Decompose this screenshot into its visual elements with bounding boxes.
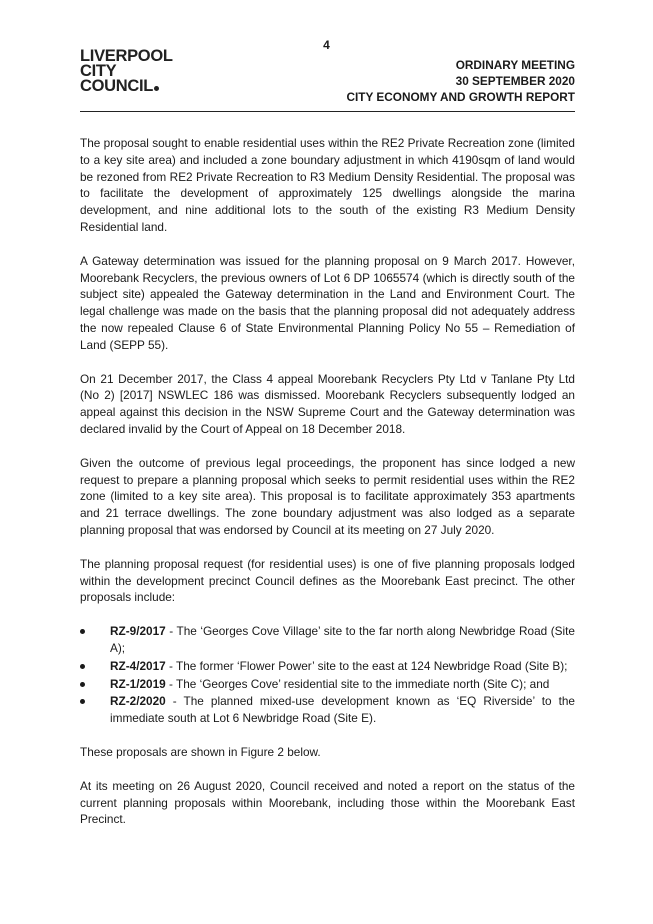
report-header <box>346 58 575 106</box>
meeting-date: 30 SEPTEMBER 2020 <box>455 73 575 88</box>
list-item <box>80 693 575 727</box>
document-body <box>80 135 575 845</box>
paragraph-4: Given the outcome of previous legal proceedings, the proponent has since lodged a new request to prepare a planning proposal which seeks to permit residential uses within the RE2 zone (limited to a key site area). This proposal is to facilitate approximately 353 apartments and 21 terrace dwellings. The zone boundary adjustment was also lodged as a separate planning proposal that was endorsed by Council at its meeting on 27 July 2020. <box>80 455 575 537</box>
proposal-description: - The ‘Georges Cove’ residential site to the immediate north (Site C); and <box>165 676 550 691</box>
header-divider <box>80 111 575 112</box>
list-item <box>80 658 575 675</box>
list-item <box>80 676 575 693</box>
bullet-icon <box>80 682 85 687</box>
paragraph-council-meeting: At its meeting on 26 August 2020, Council received and noted a report on the status of the current planning proposals within Moorebank, including those within the Moorebank East Precinct. <box>80 778 575 827</box>
logo-dot-icon <box>154 86 159 91</box>
paragraph-figure-reference: These proposals are shown in Figure 2 below. <box>80 744 321 759</box>
logo-line-1: LIVERPOOL <box>80 47 173 65</box>
proposal-description: - The former ‘Flower Power’ site to the east at 124 Newbridge Road (Site B); <box>165 658 568 673</box>
paragraph-5: The planning proposal request (for residential uses) is one of five planning proposals lodged within the development precinct Council defines as the Moorebank East precinct. The other proposals include: <box>80 556 575 605</box>
logo-line-3-text: COUNCIL <box>80 77 154 95</box>
council-logo <box>80 49 173 94</box>
paragraph-1: The proposal sought to enable residential uses within the RE2 Private Recreation zone (limited to a key site area) and included a zone boundary adjustment in which 4190sqm of land would be rezoned from RE2 Private Recreation to R3 Medium Density Residential. The proposal was to facilitate the development of approximately 125 dwellings alongside the marina development, and nine additional lots to the south of the existing R3 Medium Density Residential land. <box>80 136 575 234</box>
paragraph-2: A Gateway determination was issued for the planning proposal on 9 March 2017. However, Moorebank Recyclers, the previous owners of Lot 6 DP 1065574 (which is directly south of the subject site) appealed the Gateway determination in the Land and Environment Court. The legal challenge was made on the basis that the planning proposal did not adequately address the now repealed Clause 6 of State Environmental Planning Policy No 55 – Remediation of Land (SEPP 55). <box>80 253 575 352</box>
bullet-icon <box>80 664 85 669</box>
list-item <box>80 623 575 657</box>
logo-line-2: CITY <box>80 62 117 80</box>
paragraph-3: On 21 December 2017, the Class 4 appeal Moorebank Recyclers Pty Ltd v Tanlane Pty Ltd (No 2) [2017] NSWLEC 186 was dismissed. Moorebank Recyclers subsequently lodged an appeal against this decision in the NSW Supreme Court and the Gateway determination was declared invalid by the Court of Appeal on 18 December 2018. <box>80 371 575 436</box>
bullet-icon <box>80 629 85 634</box>
proposal-description: - The planned mixed-use development known as ‘EQ Riverside’ to the immediate south at Lot 6 Newbridge Road (Site E). <box>110 694 575 726</box>
proposal-code: RZ-4/2017 <box>110 658 166 673</box>
proposal-code: RZ-9/2017 <box>110 624 166 639</box>
page-number: 4 <box>323 38 330 52</box>
logo-line-3 <box>80 79 173 94</box>
proposal-code: RZ-1/2019 <box>110 676 166 691</box>
proposal-description: - The ‘Georges Cove Village’ site to the far north along Newbridge Road (Site A); <box>110 624 575 655</box>
proposal-list <box>80 623 575 727</box>
report-title: CITY ECONOMY AND GROWTH REPORT <box>346 90 575 104</box>
bullet-icon <box>80 699 85 704</box>
proposal-code: RZ-2/2020 <box>110 694 166 709</box>
meeting-title: ORDINARY MEETING <box>455 58 575 72</box>
